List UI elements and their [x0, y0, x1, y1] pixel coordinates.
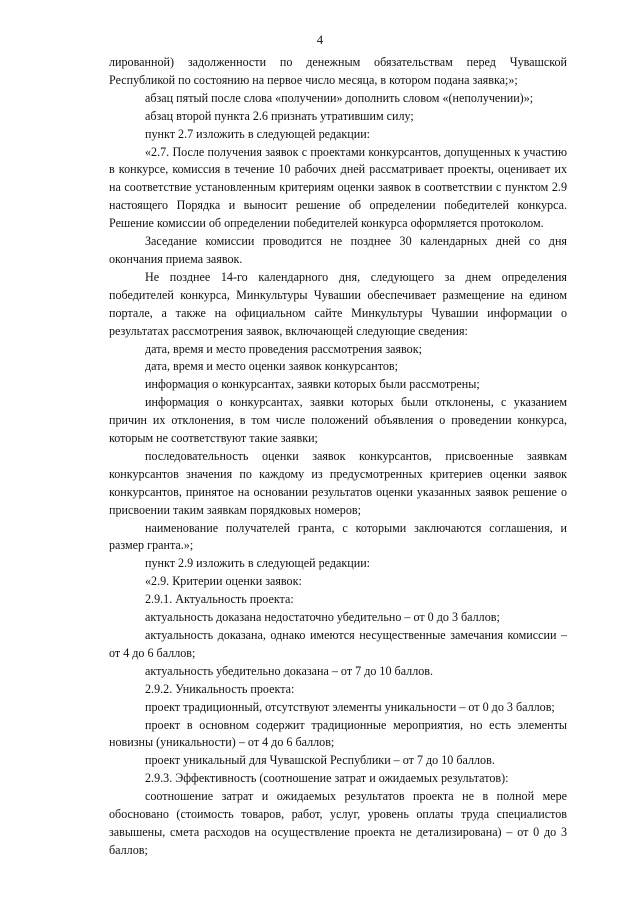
paragraph: «2.9. Критерии оценки заявок: — [145, 574, 302, 589]
paragraph: информация о конкурсантах, заявки которых были рассмотрены; — [145, 377, 480, 392]
paragraph: пункт 2.9 изложить в следующей редакции: — [145, 556, 371, 571]
paragraph: актуальность убедительно доказана – от 7 до 10 баллов. — [145, 663, 434, 678]
paragraph: Заседание комиссии проводится не позднее 30 календарных дней со дня окончания приема заявок. — [109, 234, 567, 266]
paragraph: проект в основном содержит традиционные мероприятия, но есть элементы новизны (уникальности) – от 4 до 6 баллов; — [109, 717, 567, 750]
paragraph: абзац пятый после слова «получении» дополнить словом «(неполучении)»; — [145, 90, 534, 105]
paragraph: соотношение затрат и ожидаемых результатов проекта не в полной мере обосновано (стоимость товаров, работ, услуг, уровень оплаты труда специалистов завышены, смета расходов на осуществление проекта не детализирована) – от 0 до 3 баллов; — [109, 789, 567, 857]
paragraph: дата, время и место оценки заявок конкурсантов; — [145, 359, 398, 374]
paragraph: наименование получателей гранта, с которыми заключаются соглашения, и размер гранта.»; — [109, 520, 567, 553]
paragraph: «2.7. После получения заявок с проектами конкурсантов, допущенных к участию в конкурсе, комиссия в течение 10 рабочих дней рассматривает проекты, оценивает их на соответствие установленным критериям оценки заявок в соответствии с пунктом 2.9 настоящего Порядка и выносит решение об определении победителей конкурса. Решение комиссии об определении победителей конкурса оформляется протоколом. — [109, 144, 567, 231]
paragraph: 2.9.1. Актуальность проекта: — [145, 592, 294, 607]
document-text — [109, 54, 567, 860]
paragraph: абзац второй пункта 2.6 признать утратившим силу; — [145, 108, 414, 123]
paragraph: Не позднее 14-го календарного дня, следующего за днем определения победителей конкурса, Минкультуры Чувашии обеспечивает размещение на едином портале, а также на официальном сайте Минкультуры Чувашии информации о результатах рассмотрения заявок, включающей следующие сведения: — [109, 269, 567, 338]
paragraph: последовательность оценки заявок конкурсантов, присвоенные заявкам конкурсантов значения по каждому из предусмотренных критериев оценки заявок конкурсантов, принятое на основании результатов оценки указанных заявок решение о присвоении таким заявкам порядковых номеров; — [109, 448, 567, 517]
paragraph: проект традиционный, отсутствуют элементы уникальности – от 0 до 3 баллов; — [145, 699, 555, 714]
paragraph: пункт 2.7 изложить в следующей редакции: — [145, 126, 371, 141]
paragraph: лированной) задолженности по денежным обязательствам перед Чувашской Республикой по состоянию на первое число месяца, в котором подана заявка;»; — [109, 55, 567, 87]
paragraph: актуальность доказана, однако имеются несущественные замечания комиссии – от 4 до 6 баллов; — [109, 628, 567, 660]
paragraph: информация о конкурсантах, заявки которых были отклонены, с указанием причин их отклонения, в том числе положений объявления о проведении конкурса, которым не соответствуют такие заявки; — [109, 395, 567, 446]
paragraph: 2.9.2. Уникальность проекта: — [145, 681, 295, 696]
paragraph: актуальность доказана недостаточно убедительно – от 0 до 3 баллов; — [145, 610, 500, 625]
paragraph: 2.9.3. Эффективность (соотношение затрат и ожидаемых результатов): — [145, 771, 509, 786]
page-number: 4 — [316, 33, 324, 47]
paragraph: проект уникальный для Чувашской Республики – от 7 до 10 баллов. — [145, 753, 495, 768]
paragraph: дата, время и место проведения рассмотрения заявок; — [145, 341, 422, 356]
